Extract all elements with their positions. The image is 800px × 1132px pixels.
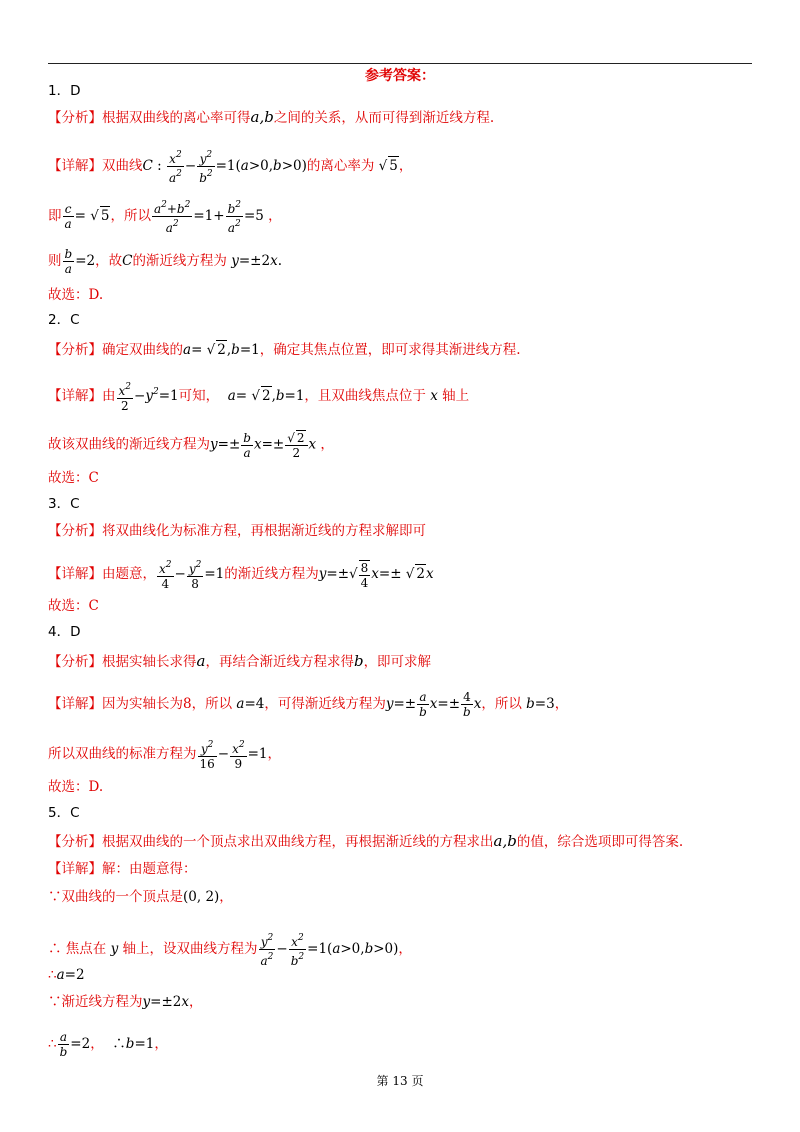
page-title: 参考答案：	[365, 68, 435, 84]
q5-l1: ∵双曲线的一个顶点是(0, 2)，	[48, 889, 233, 905]
q5-l3: ∴a=2	[48, 967, 85, 983]
q5-l2: ∴ 焦点在 y 轴上，设双曲线方程为 $\frac{y^2}{a^2}$ − $\frac{x^2}{b^2}$ =1(a>0,b>0)，	[48, 933, 412, 968]
q4-line3: 所以双曲线的标准方程为 $\frac{y^2}{16}$ − $\frac{x^2}{9}$ =1，	[48, 740, 282, 771]
q5-number: 5．C	[48, 805, 80, 821]
q1-analysis: 【分析】根据双曲线的离心率可得a,b之间的关系，从而可得到渐近线方程.	[48, 108, 495, 126]
q4-choice: 故选：D.	[48, 779, 104, 795]
q2-number: 2．C	[48, 312, 80, 328]
page-number: 第 13 页	[376, 1074, 424, 1088]
q1-choice: 故选：D.	[48, 287, 104, 303]
q2-analysis: 【分析】确定双曲线的a= √ 2,b=1，确定其焦点位置，即可求得其渐进线方程.	[48, 342, 521, 358]
q3-choice: 故选：C	[48, 598, 99, 614]
q5-l5: ∴ $\frac{a}{b}$ =2， ∴b=1，	[48, 1030, 168, 1059]
q2-line3: 故该双曲线的渐近线方程为y=± $\frac{b}{a}$ x=± $\frac{√ 2}{2}$ x ，	[48, 430, 334, 460]
q4-analysis: 【分析】根据实轴长求得a，再结合渐近线方程求得b，即可求解	[48, 652, 432, 670]
q2-detail: 【详解】由 $\frac{x^2}{2}$ $-y^2=1$可知， a= √ 2,b=1，且双曲线焦点位于 x 轴上	[48, 382, 470, 413]
q1-detail: 【详解】双曲线C : $\frac{x^2}{a^2}$ − $\frac{y^2}{b^2}$ =1(a>0,b>0)的离心率为 √ 5，	[48, 150, 413, 185]
q3-number: 3．C	[48, 496, 80, 512]
q4-detail: 【详解】因为实轴长为8，所以 a=4，可得渐近线方程为y=± $\frac{a}{b}$ x=± $\frac{4}{b}$ x，所以 b=3，	[48, 690, 569, 719]
q1-line4: 则 $\frac{b}{a}$ =2，故C的渐近线方程为 y=±2x.	[48, 247, 282, 276]
q2-choice: 故选：C	[48, 470, 99, 486]
q5-analysis: 【分析】根据双曲线的一个顶点求出双曲线方程，再根据渐近线的方程求出a,b的值，综合选项即可得答案.	[48, 832, 684, 850]
header-rule	[48, 63, 752, 64]
q5-l4: ∵渐近线方程为y=±2x，	[48, 994, 203, 1010]
q1-number: 1．D	[48, 83, 81, 99]
q3-detail: 【详解】由题意， $\frac{x^2}{4}$ − $\frac{y^2}{8}$ =1的渐近线方程为y=±√ $\frac{8}{4}$ x=± √ 2x	[48, 560, 434, 591]
q3-analysis: 【分析】将双曲线化为标准方程，再根据渐近线的方程求解即可	[48, 523, 426, 539]
q1-line3: 即 $\frac{c}{a}$ = √ 5，所以 $\frac{a^2+b^2}{a^2}$ =1+ $\frac{b^2}{a^2}$ =5 ，	[48, 200, 282, 235]
q4-number: 4．D	[48, 624, 81, 640]
q5-detail: 【详解】解：由题意得：	[48, 861, 197, 877]
